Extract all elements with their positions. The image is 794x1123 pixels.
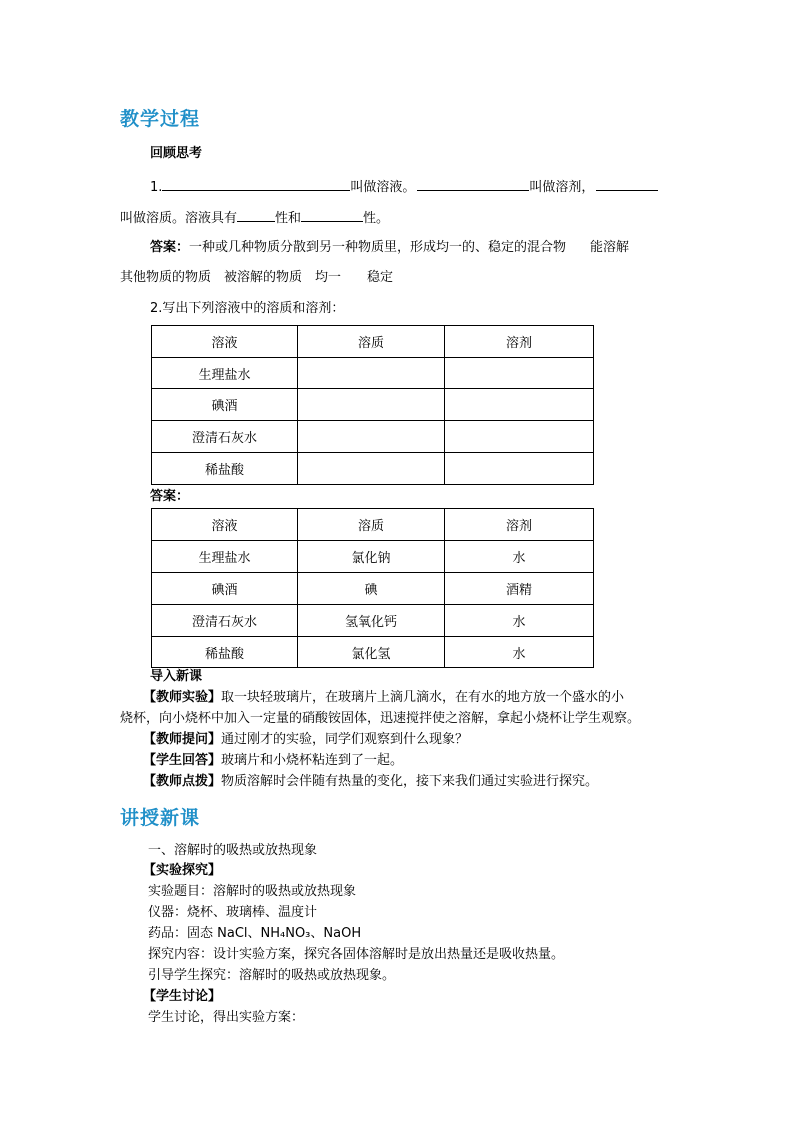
answer-1-text-2a: 其他物质的物质 [120, 270, 212, 285]
table-cell: 澄清石灰水 [152, 605, 298, 637]
table-row [152, 605, 594, 637]
table-cell: 氢氧化钙 [298, 605, 445, 637]
blank-property-1 [237, 208, 275, 222]
answer-1-line-2 [120, 269, 393, 287]
table-header-row [152, 509, 594, 541]
section-title-new-lesson: 讲授新课 [120, 807, 201, 829]
student-answer-tag: 【学生回答】 [143, 753, 222, 768]
answer-1-text-2b: 被溶解的物质 [224, 270, 303, 285]
table-row [152, 358, 594, 389]
intro-paragraph-1-line-2: 烧杯，向小烧杯中加入一定量的硝酸铵固体，迅速搅拌使之溶解，拿起小烧杯让学生观察。 [120, 711, 641, 726]
table-cell-empty [445, 421, 594, 453]
intro-paragraph-3 [143, 752, 403, 770]
answer-1-text-2c: 均一 [315, 270, 342, 285]
table-cell: 稀盐酸 [152, 637, 298, 668]
question-1-text-1: 叫做溶液。 [350, 180, 416, 195]
answer-1-text-1: 一种或几种物质分散到另一种物质里，形成均一的、稳定的混合物 [189, 240, 567, 255]
table-row [152, 573, 594, 605]
blank-solute-definition [596, 177, 658, 191]
question-1-line-1 [150, 177, 658, 197]
intro-heading: 导入新课 [150, 669, 203, 684]
table-cell: 生理盐水 [152, 541, 298, 573]
experiment-content: 探究内容：设计实验方案，探究各固体溶解时是放出热量还是吸收热量。 [148, 947, 565, 962]
table-cell: 水 [445, 605, 594, 637]
table-cell: 生理盐水 [152, 358, 298, 389]
table-header-cell: 溶液 [152, 326, 298, 358]
section-title-teaching-process: 教学过程 [120, 108, 201, 130]
table-header-cell: 溶剂 [445, 509, 594, 541]
blank-property-2 [301, 208, 363, 222]
table-cell: 碘酒 [152, 573, 298, 605]
table-cell-empty [298, 421, 445, 453]
intro-paragraph-4-text: 物质溶解时会伴随有热量的变化，接下来我们通过实验进行探究。 [221, 774, 599, 789]
question-1-text-2: 叫做溶剂， [529, 180, 595, 195]
teacher-experiment-tag: 【教师实验】 [143, 690, 222, 705]
question-1-text-3: 叫做溶质。溶液具有 [120, 211, 238, 226]
table-header-row [152, 326, 594, 358]
experiment-explore-tag: 【实验探究】 [143, 863, 222, 878]
table-cell: 酒精 [445, 573, 594, 605]
question-1-text-5: 性。 [363, 211, 390, 226]
question-1-text-4: 性和 [275, 211, 302, 226]
table-cell: 水 [445, 637, 594, 668]
student-discussion-tag: 【学生讨论】 [143, 989, 222, 1004]
table-cell: 澄清石灰水 [152, 421, 298, 453]
teacher-guidance-tag: 【教师点拨】 [143, 774, 222, 789]
table-cell: 水 [445, 541, 594, 573]
blank-solution-definition [162, 177, 350, 191]
table-header-cell: 溶液 [152, 509, 298, 541]
intro-paragraph-1-text-a: 取一块轻玻璃片，在玻璃片上滴几滴水，在有水的地方放一个盛水的小 [221, 690, 625, 705]
table-cell-empty [445, 453, 594, 485]
table-header-cell: 溶剂 [445, 326, 594, 358]
table-cell-empty [298, 358, 445, 389]
table-cell: 氯化钠 [298, 541, 445, 573]
subsection-heading: 一、溶解时的吸热或放热现象 [148, 843, 318, 858]
experiment-instruments: 仪器：烧杯、玻璃棒、温度计 [148, 905, 318, 920]
table-cell-empty [298, 389, 445, 421]
solution-table-blank [151, 325, 594, 485]
answer-2-label: 答案： [150, 489, 190, 504]
intro-paragraph-2 [143, 731, 468, 749]
intro-paragraph-4 [143, 773, 598, 791]
table-row [152, 389, 594, 421]
question-1-number: 1. [150, 180, 163, 195]
table-cell-empty [445, 358, 594, 389]
experiment-title: 实验题目：溶解时的吸热或放热现象 [148, 884, 357, 899]
answer-1-line-1 [150, 239, 629, 257]
table-cell: 氯化氢 [298, 637, 445, 668]
answer-1-label: 答案： [150, 240, 190, 255]
question-1-line-2 [120, 208, 389, 228]
table-header-cell: 溶质 [298, 509, 445, 541]
student-discussion-text: 学生讨论，得出实验方案： [148, 1010, 305, 1025]
intro-paragraph-1-line-1 [143, 689, 624, 707]
table-cell-empty [298, 453, 445, 485]
review-heading: 回顾思考 [150, 146, 203, 161]
solution-table-answer [151, 508, 594, 668]
table-row [152, 637, 594, 668]
table-cell: 碘酒 [152, 389, 298, 421]
experiment-reagents: 药品：固态 NaCl、NH₄NO₃、NaOH [148, 926, 362, 941]
table-cell: 稀盐酸 [152, 453, 298, 485]
table-row [152, 421, 594, 453]
teacher-question-tag: 【教师提问】 [143, 732, 222, 747]
answer-1-text-1b: 能溶解 [590, 240, 630, 255]
intro-paragraph-2-text: 通过刚才的实验，同学们观察到什么现象？ [221, 732, 469, 747]
table-cell: 碘 [298, 573, 445, 605]
blank-solvent-definition [417, 177, 529, 191]
question-2: 2.写出下列溶液中的溶质和溶剂： [150, 301, 345, 316]
table-cell-empty [445, 389, 594, 421]
experiment-guidance: 引导学生探究：溶解时的吸热或放热现象。 [148, 968, 396, 983]
table-row [152, 453, 594, 485]
table-header-cell: 溶质 [298, 326, 445, 358]
answer-1-text-2d: 稳定 [367, 270, 394, 285]
table-row [152, 541, 594, 573]
intro-paragraph-3-text: 玻璃片和小烧杯粘连到了一起。 [221, 753, 404, 768]
